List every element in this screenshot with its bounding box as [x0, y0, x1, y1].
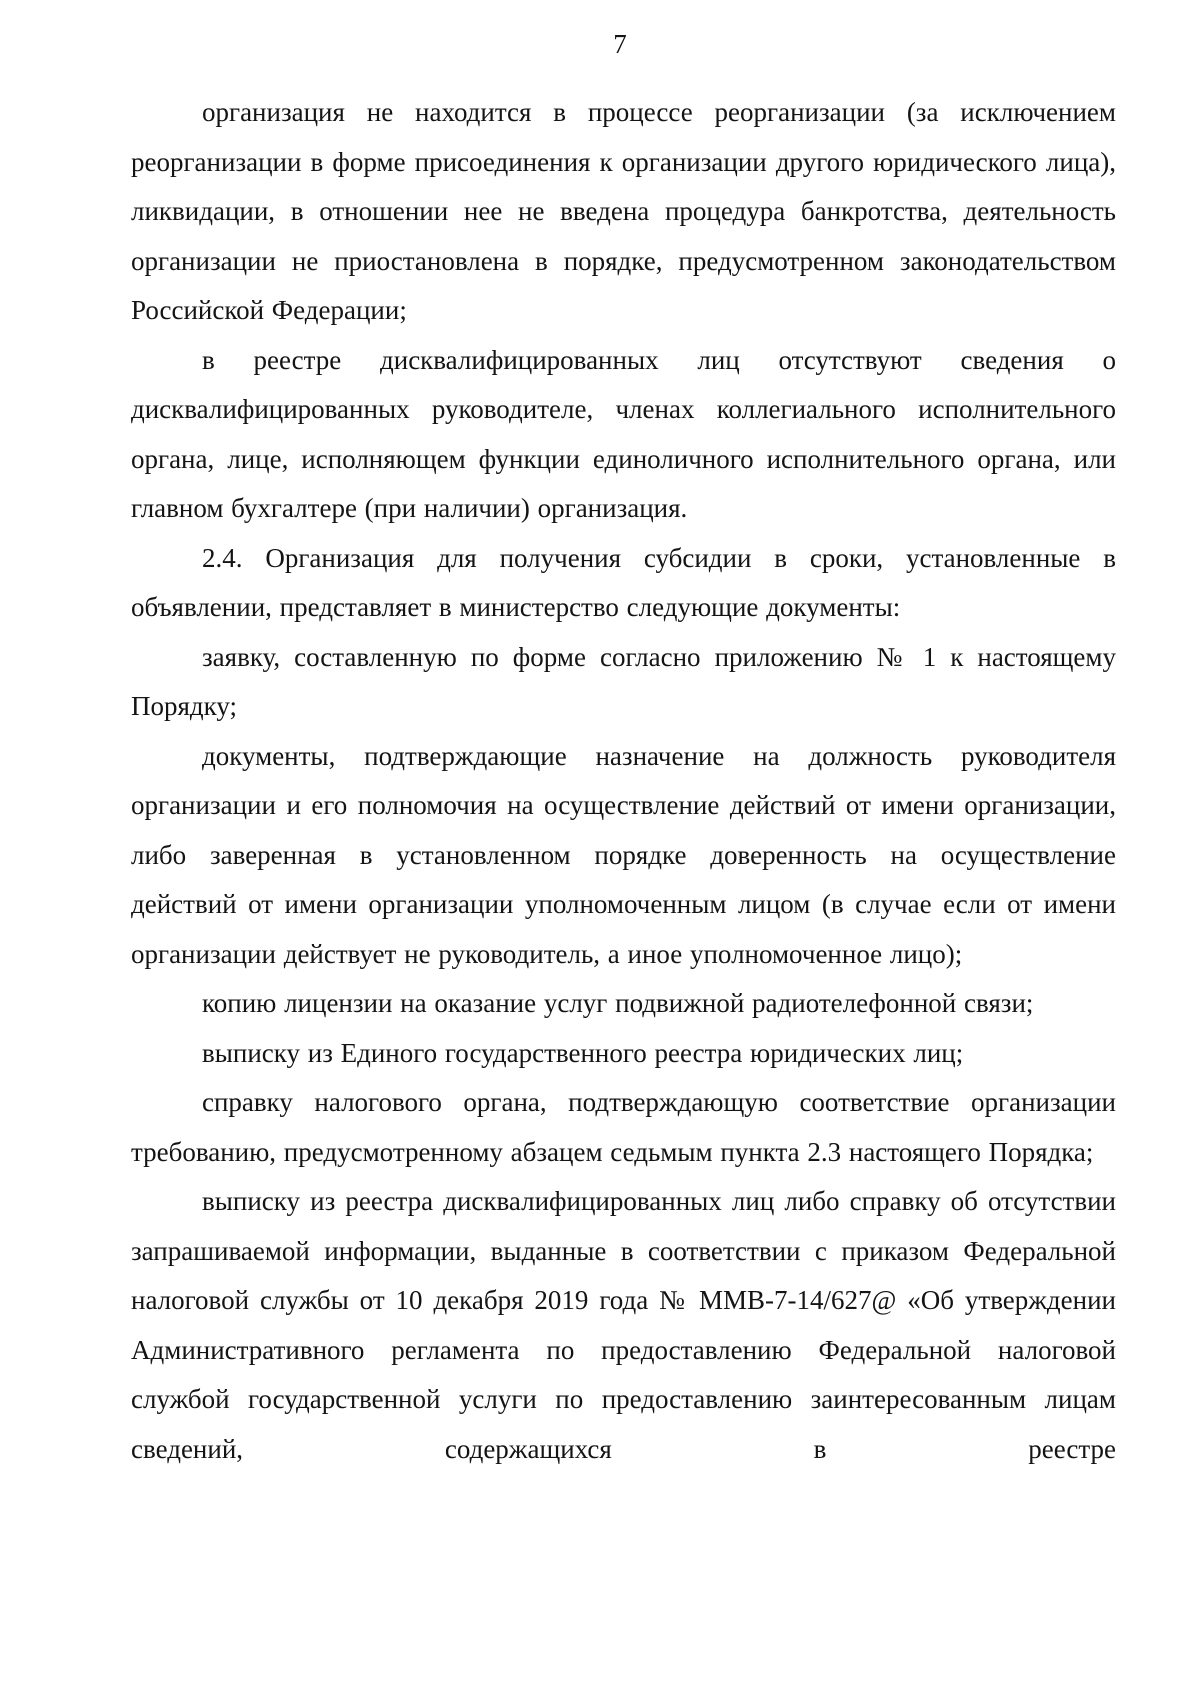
paragraph-organization-status: организация не находится в процессе реорганизации (за исключением реорганизации в форме присоединения к организации другого юридического лица), ликвидации, в отношении нее не введена процедура банкротства, деятельность организации не приостановлена в порядке, предусмотренном законодательством Российской Федерации; — [131, 97, 1116, 325]
paragraph-section-2-4: 2.4. Организация для получения субсидии в сроки, установленные в объявлении, представляет в министерство следующие документы: — [131, 542, 1116, 622]
paragraph-registry-extract: выписку из реестра дисквалифицированных лиц либо справку об отсутствии запрашиваемой информации, выданные в соответствии с приказом Федеральной налоговой службы от 10 декабря 2019 года № ММВ-7-14/627@ «Об утверждении Административного регламента по предоставлению Федеральной налоговой службой государственной услуги по предоставлению заинтересованным лицам сведений, содержащихся в реестре — [131, 1186, 1116, 1464]
paragraph-tax-certificate: справку налогового органа, подтверждающую соответствие организации требованию, предусмотренному абзацем седьмым пункта 2.3 настоящего Порядка; — [131, 1087, 1116, 1167]
paragraph-disqualified-registry: в реестре дисквалифицированных лиц отсутствуют сведения о дисквалифицированных руководителе, членах коллегиального исполнительного органа, лице, исполняющем функции единоличного исполнительного органа, или главном бухгалтере (при наличии) организация. — [131, 344, 1116, 523]
document-body — [131, 88, 1116, 1474]
paragraph-application-form: заявку, составленную по форме согласно приложению № 1 к настоящему Порядку; — [131, 641, 1116, 721]
paragraph-authority-documents: документы, подтверждающие назначение на должность руководителя организации и его полномочия на осуществление действий от имени организации, либо заверенная в установленном порядке доверенность на осуществление действий от имени организации уполномоченным лицом (в случае если от имени организации действует не руководитель, а иное уполномоченное лицо); — [131, 740, 1116, 969]
page-number: 7 — [613, 29, 627, 59]
paragraph-license-copy: копию лицензии на оказание услуг подвижной радиотелефонной связи; — [202, 988, 1034, 1018]
paragraph-egrul-extract: выписку из Единого государственного реестра юридических лиц; — [202, 1037, 964, 1068]
